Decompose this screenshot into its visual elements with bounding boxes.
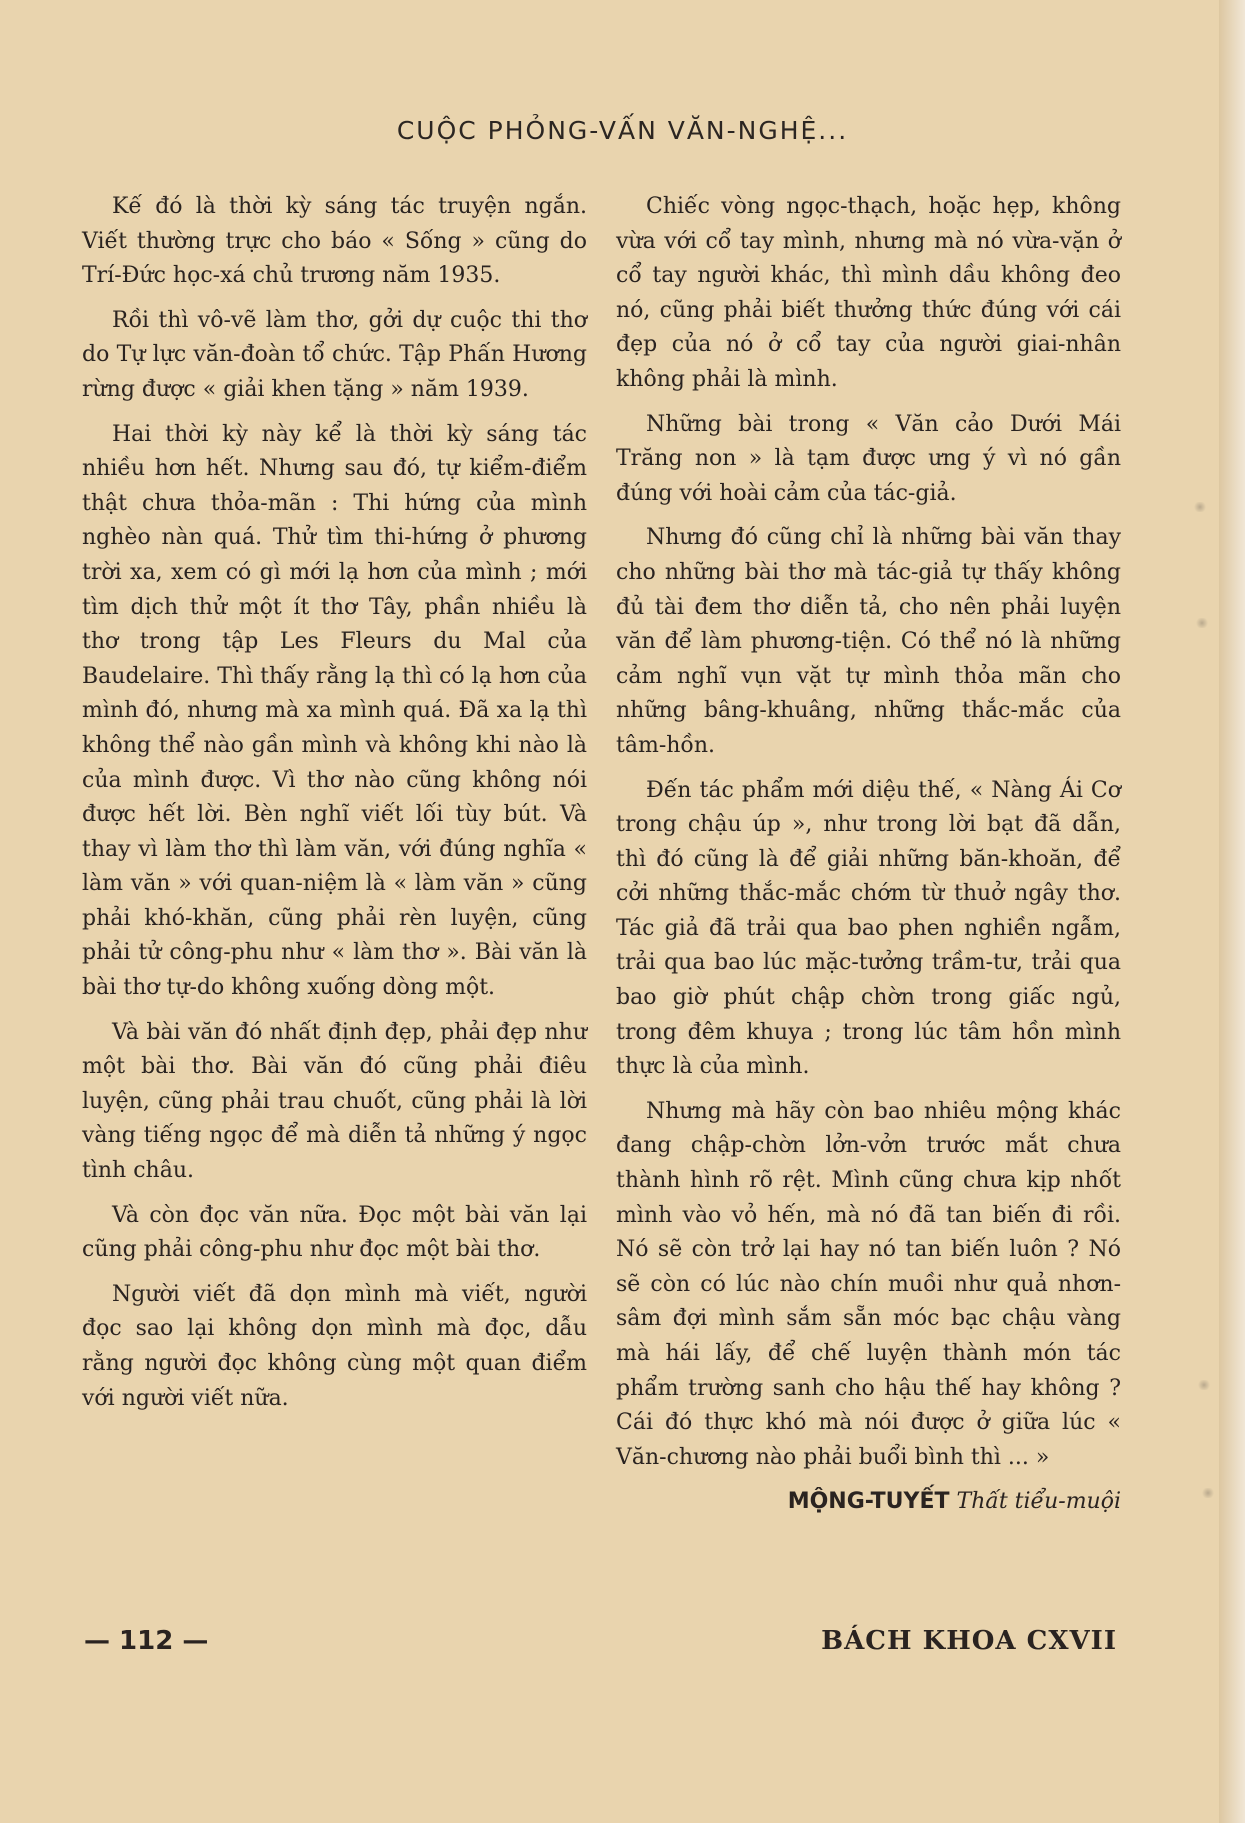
paper-mark [1201,1488,1215,1498]
paper-mark [1197,1380,1211,1390]
paragraph: Kế đó là thời kỳ sáng tác truyện ngắn. Viết thường trực cho báo « Sống » cũng do Trí-Đức học-xá chủ trương năm 1935. [82,194,587,289]
left-column [82,190,587,1426]
paragraph: Nhưng mà hãy còn bao nhiêu mộng khác đang chập-chờn lởn-vởn trước mắt chưa thành hình rõ rệt. Mình cũng chưa kịp nhốt mình vào vỏ hến, mà nó đã tan biến đi rồi. Nó sẽ còn trở lại hay nó tan biến luôn ? Nó sẽ còn có lúc nào chín muồi như quả nhơn-sâm đợi mình sắm sẵn móc bạc chậu vàng mà hái lấy, để chế luyện thành món tác phẩm trường sanh cho hậu thế hay không ? Cái đó thực khó mà nói được ở giữa lúc « Văn-chương nào phải buổi bình thì ... » [616,1098,1121,1470]
paragraph: Đến tác phẩm mới diệu thế, « Nàng Ái Cơ trong chậu úp », như trong lời bạt đã dẫn, thì đó cũng là để giải những băn-khoăn, để cởi những thắc-mắc chớm từ thuở ngây thơ. Tác giả đã trải qua bao phen nghiền ngẫm, trải qua bao lúc mặc-tưởng trầm-tư, trải qua bao giờ phút chập chờn trong giấc ngủ, trong đêm khuya ; trong lúc tâm hồn mình thực là của mình. [616,777,1121,1080]
signature-title: Thất tiểu-muội [956,1489,1121,1515]
paragraph: Nhưng đó cũng chỉ là những bài văn thay cho những bài thơ mà tác-giả tự thấy không đủ tài đem thơ diễn tả, cho nên phải luyện văn để làm phương-tiện. Có thể nó là những cảm nghĩ vụn vặt tự mình thỏa mãn cho những bâng-khuâng, những thắc-mắc của tâm-hồn. [616,525,1121,758]
publication-name: BÁCH KHOA CXVII [821,1626,1117,1656]
signature-author: MỘNG-TUYẾT [787,1489,950,1515]
paragraph: Chiếc vòng ngọc-thạch, hoặc hẹp, không vừa với cổ tay mình, nhưng mà nó vừa-vặn ở cổ tay người khác, thì mình dầu không đeo nó, cũng phải biết thưởng thức đúng với cái đẹp của nó ở cổ tay của người giai-nhân không phải là mình. [616,194,1121,392]
page-header: CUỘC PHỎNG-VẤN VĂN-NGHỆ... [396,116,849,145]
page-edge-shadow [1219,0,1245,1823]
paragraph: Và bài văn đó nhất định đẹp, phải đẹp như một bài thơ. Bài văn đó cũng phải điêu luyện, cũng phải trau chuốt, cũng phải là lời vàng tiếng ngọc để mà diễn tả những ý ngọc tình châu. [82,1019,587,1184]
paragraph: Hai thời kỳ này kể là thời kỳ sáng tác nhiều hơn hết. Nhưng sau đó, tự kiểm-điểm thật chưa thỏa-mãn : Thi hứng của mình nghèo nàn quá. Thử tìm thi-hứng ở phương trời xa, xem có gì mới lạ hơn của mình ; mới tìm dịch thử một ít thơ Tây, phần nhiều là thơ trong tập Les Fleurs du Mal của Baudelaire. Thì thấy rằng lạ thì có lạ hơn của mình đó, nhưng mà xa mình quá. Đã xa lạ thì không thể nào gần mình và không khi nào là của mình được. Vì thơ nào cũng không nói được hết lời. Bèn nghĩ viết lối tùy bút. Và thay vì làm thơ thì làm văn, với đúng nghĩa « làm văn » với quan-niệm là « làm văn » cũng phải khó-khăn, cũng phải rèn luyện, cũng phải tử công-phu như « làm thơ ». Bài văn là bài thơ tự-do không xuống dòng một. [82,421,588,1001]
right-column [616,190,1121,1520]
paragraph: Người viết đã dọn mình mà viết, người đọc sao lại không dọn mình mà đọc, dẫu rằng người đọc không cùng một quan điểm với người viết nữa. [82,1281,587,1411]
paragraph: Những bài trong « Văn cảo Dưới Mái Trăng non » là tạm được ưng ý vì nó gần đúng với hoài cảm của tác-giả. [616,411,1121,506]
page-number: — 112 — [84,1626,209,1656]
paragraph: Rồi thì vô-vẽ làm thơ, gởi dự cuộc thi thơ do Tự lực văn-đoàn tổ chức. Tập Phấn Hương rừng được « giải khen tặng » năm 1939. [82,307,587,402]
signature [616,1485,1121,1520]
paragraph: Và còn đọc văn nữa. Đọc một bài văn lại cũng phải công-phu như đọc một bài thơ. [82,1202,587,1263]
paper-mark [1193,502,1207,512]
paper-mark [1195,618,1209,628]
